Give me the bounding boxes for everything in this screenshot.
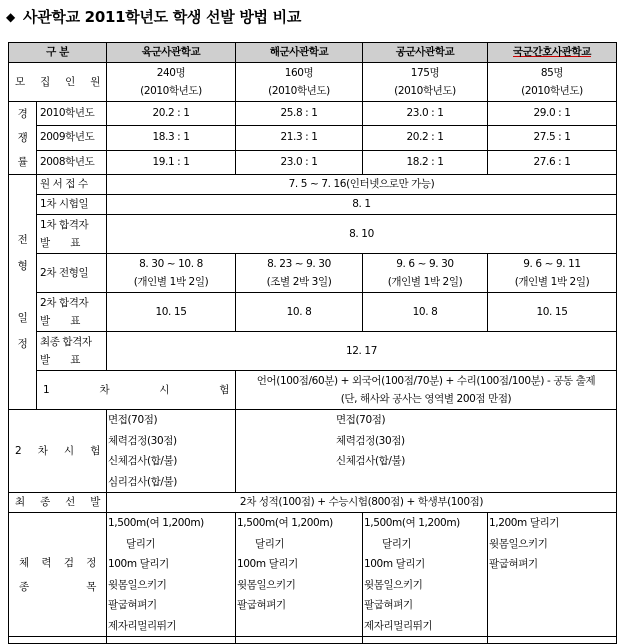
list-item: 면접(70점) (108, 414, 158, 426)
table-row-pass2 (9, 293, 617, 332)
pass1-value: 8. 10 (107, 215, 617, 254)
header-army: 육군사관학교 (107, 43, 236, 63)
competition-nursing: 29.0 : 1 (488, 102, 617, 126)
list-item: 달리기 (382, 537, 412, 550)
exam1-value: 8. 1 (107, 195, 617, 215)
exam2-navy (236, 254, 363, 293)
table-row (9, 102, 617, 126)
list-item: 윗몸일으키기 (489, 537, 548, 550)
test1-line2: (단, 해사와 공사는 영역별 200점 만점) (340, 393, 512, 405)
table-row-final-selection (9, 493, 617, 513)
quota-label: 모 집 인 원 (9, 63, 107, 102)
competition-label (9, 102, 37, 175)
list-item: 달리기 (126, 537, 156, 550)
table-header-row (9, 43, 617, 63)
exam2-nursing-value: 9. 6 ~ 9. 11 (523, 258, 581, 270)
competition-navy: 25.8 : 1 (236, 102, 363, 126)
competition-army: 18.3 : 1 (107, 126, 236, 150)
pass2-nursing: 10. 15 (488, 293, 617, 332)
quota-airforce (363, 63, 488, 102)
table-row-test1 (9, 371, 617, 410)
final-selection-value: 2차 성적(100점) + 수능시험(800점) + 학생부(100점) (107, 493, 617, 513)
competition-airforce: 18.2 : 1 (363, 150, 488, 174)
list-item: 제자리멀리뛰기 (364, 619, 433, 632)
quota-navy-value: 160명 (284, 67, 314, 79)
exam2-airforce-value: 9. 6 ~ 9. 30 (396, 258, 454, 270)
pass1-label (37, 215, 107, 254)
table-row-final (9, 332, 617, 371)
selection-comparison-table (8, 42, 617, 644)
header-category: 구 분 (9, 43, 107, 63)
fitness-label-b: 종 목 (19, 580, 96, 593)
test2-label: 2 차 시 험 (9, 410, 107, 493)
schedule-label-char: 전 (17, 234, 28, 246)
list-item: 팔굽혀펴기 (364, 599, 413, 611)
pass1-label-a: 1차 합격자 (40, 219, 89, 231)
list-item: 면접(70점) (336, 414, 386, 426)
table-row-test2 (9, 410, 617, 493)
competition-label-char: 률 (17, 156, 28, 168)
competition-army: 19.1 : 1 (107, 150, 236, 174)
competition-label-char: 쟁 (17, 132, 28, 144)
pass2-navy: 10. 8 (236, 293, 363, 332)
competition-year: 2010학년도 (37, 102, 107, 126)
exam2-nursing-sub: (개인별 1박 2일) (514, 276, 590, 288)
exam2-label: 2차 전형일 (37, 254, 107, 293)
list-item: 심리검사(합/불) (108, 475, 177, 488)
schedule-label-gap (11, 279, 34, 305)
tail-cell (236, 637, 363, 644)
exam2-nursing (488, 254, 617, 293)
test1-value (236, 371, 617, 410)
list-item: 신체검사(합/불) (336, 455, 405, 467)
competition-airforce: 20.2 : 1 (363, 126, 488, 150)
test1-line1: 언어(100점/60분) + 외국어(100점/70분) + 수리(100점/100분) - 공동 출제 (256, 375, 596, 387)
list-item: 신체검사(합/불) (108, 455, 177, 467)
list-item: 윗몸일으키기 (108, 578, 167, 591)
competition-nursing: 27.5 : 1 (488, 126, 617, 150)
final-value: 12. 17 (107, 332, 617, 371)
table-row (9, 150, 617, 174)
schedule-label (9, 175, 37, 410)
competition-navy: 21.3 : 1 (236, 126, 363, 150)
schedule-label-char: 형 (17, 260, 28, 272)
header-airforce: 공군사관학교 (363, 43, 488, 63)
exam2-navy-sub: (조별 2박 3일) (266, 276, 332, 288)
pass2-label-a: 2차 합격자 (40, 297, 89, 309)
document-title (6, 6, 301, 27)
table-row-fitness (9, 513, 617, 637)
list-item: 팔굽혀펴기 (108, 599, 157, 611)
quota-army-value: 240명 (156, 67, 186, 79)
quota-nursing-sub: (2010학년도) (521, 85, 583, 97)
table-row (9, 126, 617, 150)
competition-label-char: 경 (17, 108, 28, 120)
final-label (37, 332, 107, 371)
table-row-application (9, 175, 617, 195)
competition-year: 2009학년도 (37, 126, 107, 150)
quota-navy (236, 63, 363, 102)
pass2-airforce: 10. 8 (363, 293, 488, 332)
exam2-airforce (363, 254, 488, 293)
competition-army: 20.2 : 1 (107, 102, 236, 126)
quota-army (107, 63, 236, 102)
final-label-a: 최종 합격자 (40, 336, 92, 348)
document-title-text: 사관학교 2011학년도 학생 선발 방법 비교 (23, 8, 302, 26)
competition-nursing: 27.6 : 1 (488, 150, 617, 174)
quota-army-sub: (2010학년도) (140, 85, 202, 97)
exam1-label: 1차 시험일 (37, 195, 107, 215)
exam2-airforce-sub: (개인별 1박 2일) (387, 276, 463, 288)
application-label: 원 서 접 수 (37, 175, 107, 195)
table-row-exam1 (9, 195, 617, 215)
list-item: 1,500m(여 1,200m) (364, 517, 460, 529)
quota-nursing (488, 63, 617, 102)
fitness-nursing (488, 513, 617, 637)
exam2-army-value: 8. 30 ~ 10. 8 (139, 258, 203, 270)
exam2-army (107, 254, 236, 293)
list-item: 1,200m 달리기 (489, 517, 560, 529)
diamond-bullet-icon: ◆ (6, 10, 15, 24)
list-item: 달리기 (255, 537, 285, 550)
pass1-label-b: 발 표 (40, 237, 81, 249)
test2-others (236, 410, 617, 493)
pass2-army: 10. 15 (107, 293, 236, 332)
test1-label: 1 차 시 험 (37, 371, 236, 410)
quota-airforce-value: 175명 (410, 67, 440, 79)
list-item: 제자리멀리뛰기 (108, 619, 177, 632)
list-item: 체력검정(30점) (108, 434, 177, 447)
fitness-label-a: 체 력 검 정 (19, 556, 96, 569)
list-item: 체력검정(30점) (336, 434, 405, 447)
final-label-b: 발 표 (40, 354, 81, 366)
list-item: 100m 달리기 (237, 558, 298, 570)
table-row-pass1 (9, 215, 617, 254)
exam2-navy-value: 8. 23 ~ 9. 30 (267, 258, 331, 270)
list-item: 팔굽혀펴기 (489, 558, 538, 570)
tail-cell (363, 637, 488, 644)
quota-airforce-sub: (2010학년도) (394, 85, 456, 97)
table-row-tail (9, 637, 617, 644)
final-selection-label: 최 종 선 발 (9, 493, 107, 513)
tail-cell (488, 637, 617, 644)
competition-navy: 23.0 : 1 (236, 150, 363, 174)
schedule-label-char: 일 (17, 312, 28, 324)
list-item: 윗몸일으키기 (364, 578, 423, 591)
header-nursing (488, 43, 617, 63)
fitness-navy (236, 513, 363, 637)
fitness-label (9, 513, 107, 637)
header-navy: 해군사관학교 (236, 43, 363, 63)
pass2-label (37, 293, 107, 332)
list-item: 100m 달리기 (108, 558, 169, 570)
header-nursing-text: 국군간호사관학교 (513, 46, 591, 58)
list-item: 100m 달리기 (364, 558, 425, 570)
list-item: 1,500m(여 1,200m) (108, 517, 204, 529)
table-row-exam2 (9, 254, 617, 293)
list-item: 팔굽혀펴기 (237, 599, 286, 611)
quota-nursing-value: 85명 (540, 67, 564, 79)
list-item: 윗몸일으키기 (237, 578, 296, 591)
tail-cell (9, 637, 107, 644)
table-row-quota (9, 63, 617, 102)
quota-navy-sub: (2010학년도) (268, 85, 330, 97)
application-value: 7. 5 ~ 7. 16(인터넷으로만 가능) (107, 175, 617, 195)
pass2-label-b: 발 표 (40, 315, 81, 327)
test2-army (107, 410, 236, 493)
tail-cell (107, 637, 236, 644)
competition-year: 2008학년도 (37, 150, 107, 174)
list-item: 1,500m(여 1,200m) (237, 517, 333, 529)
fitness-airforce (363, 513, 488, 637)
fitness-army (107, 513, 236, 637)
exam2-army-sub: (개인별 1박 2일) (133, 276, 209, 288)
competition-airforce: 23.0 : 1 (363, 102, 488, 126)
schedule-label-char: 정 (17, 338, 28, 350)
